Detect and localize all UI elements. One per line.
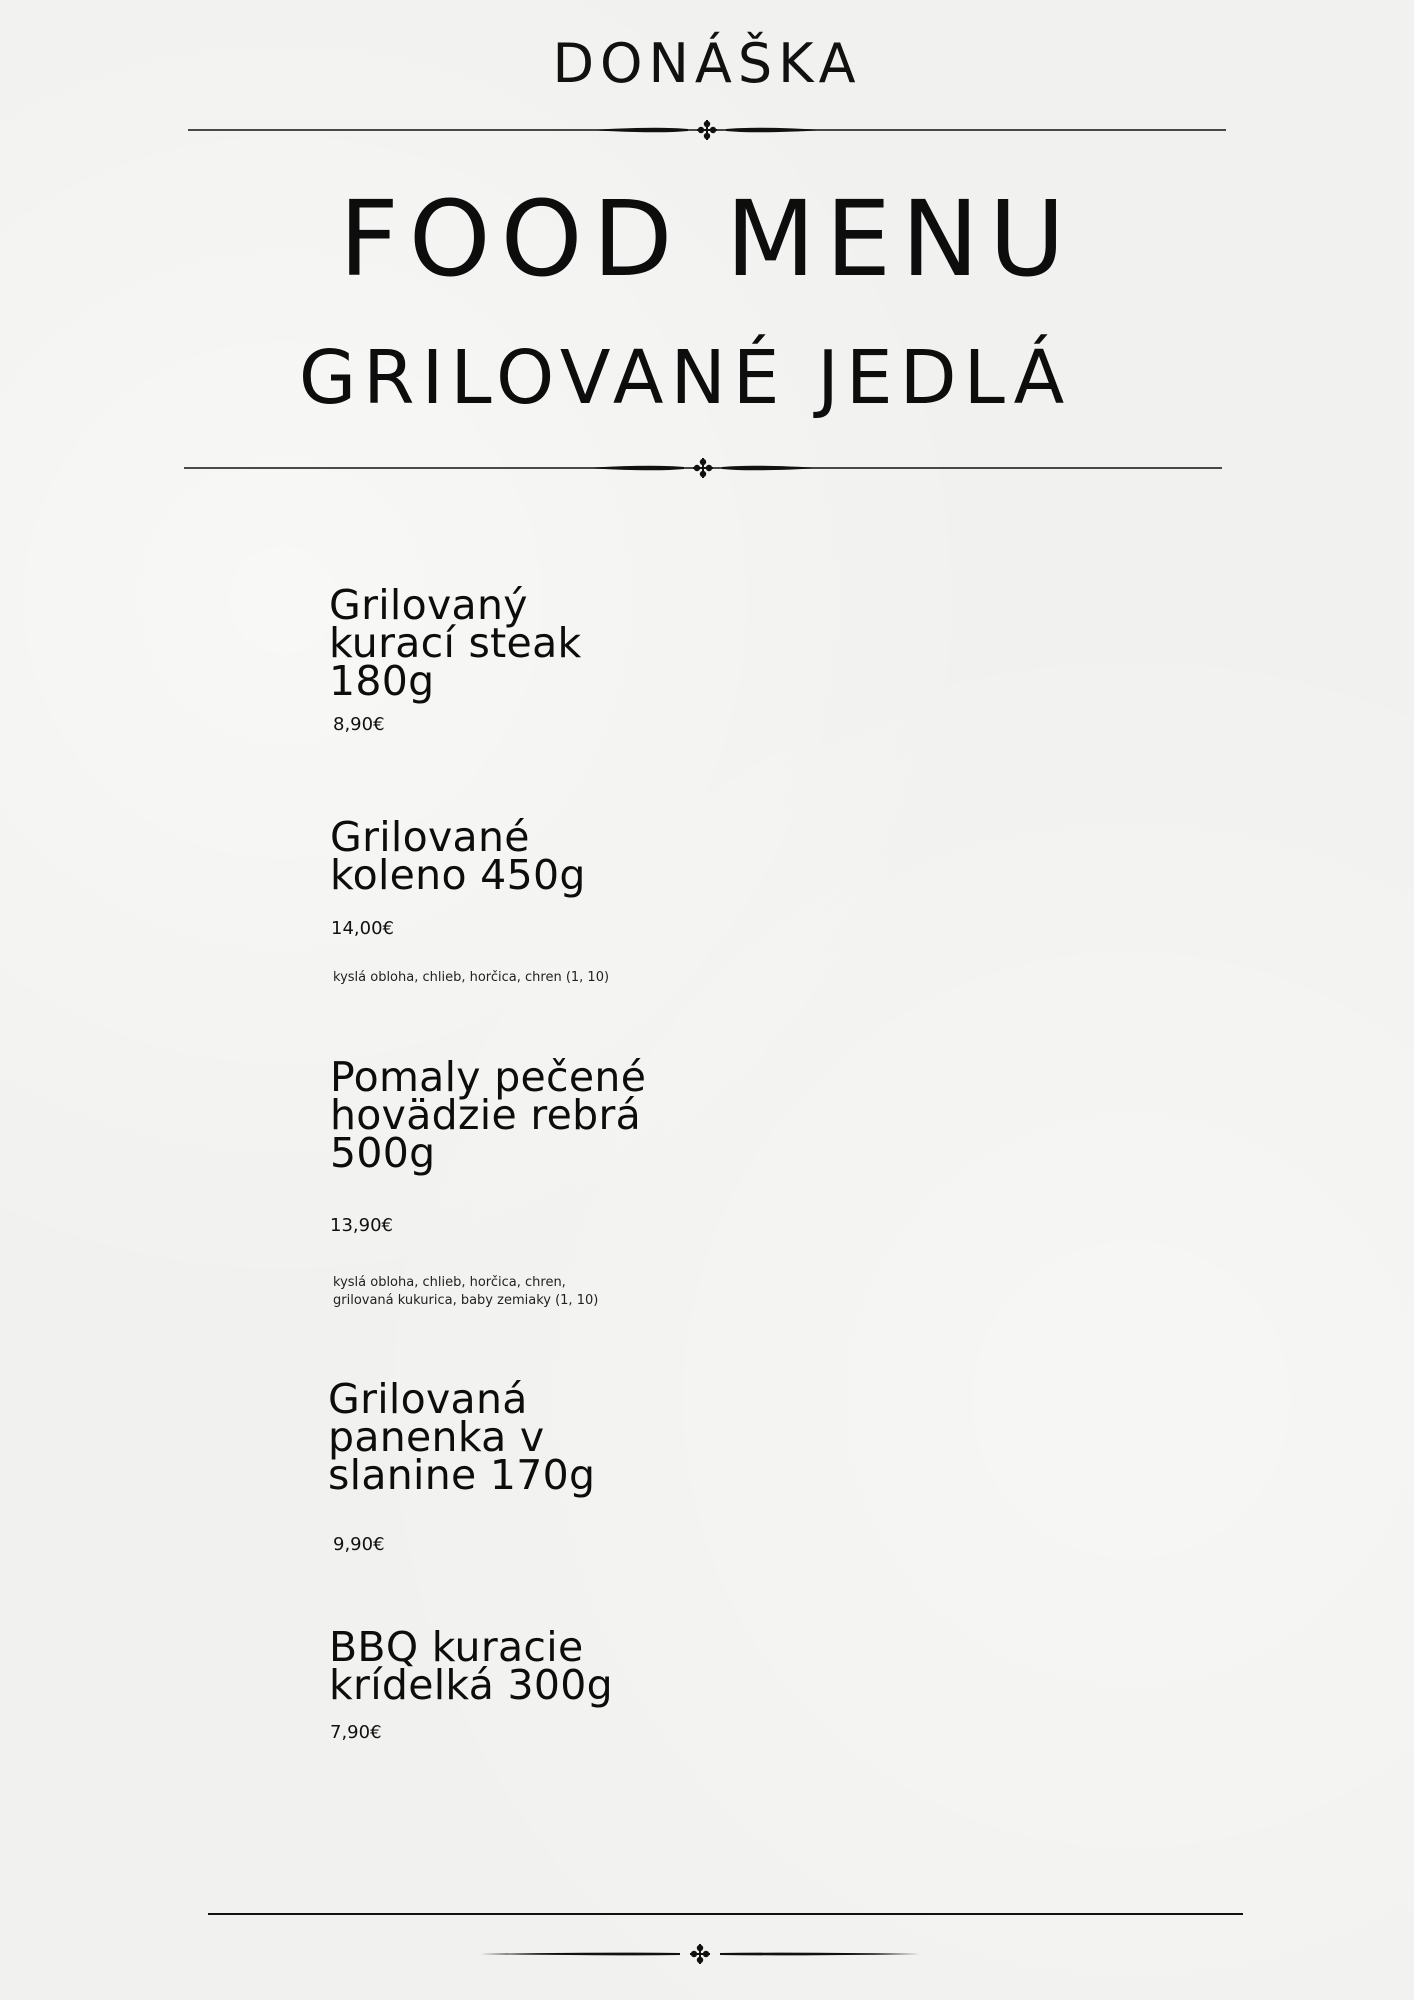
- menu-item-price: 7,90€: [330, 1722, 382, 1743]
- menu-title: FOOD MENU: [338, 178, 1076, 300]
- menu-item-name: [330, 1053, 647, 1177]
- item-name-line: koleno 450g: [330, 851, 586, 899]
- item-name-line: slanine 170g: [328, 1451, 596, 1499]
- menu-item-price: 8,90€: [333, 714, 385, 735]
- menu-subtitle: GRILOVANÉ JEDLÁ: [298, 335, 1072, 421]
- menu-item-description: [333, 969, 609, 987]
- item-name-line: Pomaly pečené: [330, 1053, 647, 1101]
- item-name-line: 500g: [330, 1129, 436, 1177]
- footer-rule: [208, 1913, 1243, 1915]
- item-name-line: Grilovaný: [329, 581, 528, 629]
- menu-item-name: [330, 813, 586, 899]
- top-ornament-divider: [188, 115, 1226, 145]
- item-name-line: BBQ kuracie: [329, 1623, 584, 1671]
- item-name-line: Grilovaná: [328, 1375, 528, 1423]
- menu-item-description: [333, 1274, 598, 1310]
- item-name-line: Grilované: [330, 813, 530, 861]
- menu-item-name: [329, 1623, 613, 1709]
- menu-item-price: 14,00€: [331, 918, 394, 939]
- brand-name: DONÁŠKA: [552, 32, 862, 95]
- item-name-line: panenka v: [328, 1413, 545, 1461]
- header-ornament-divider: [184, 453, 1222, 483]
- footer-ornament-divider: [480, 1939, 920, 1969]
- item-name-line: kurací steak: [329, 619, 582, 667]
- menu-item-name: [328, 1375, 596, 1499]
- menu-item-price: 13,90€: [330, 1215, 393, 1236]
- item-desc-line: kyslá obloha, chlieb, horčica, chren,: [333, 1275, 566, 1290]
- item-name-line: krídelká 300g: [329, 1661, 613, 1709]
- item-desc-line: grilovaná kukurica, baby zemiaky (1, 10): [333, 1293, 599, 1308]
- item-desc-line: kyslá obloha, chlieb, horčica, chren (1, 10): [333, 970, 610, 985]
- menu-item-name: [329, 581, 582, 705]
- item-name-line: hovädzie rebrá: [330, 1091, 642, 1139]
- menu-item-price: 9,90€: [333, 1534, 385, 1555]
- item-name-line: 180g: [329, 657, 435, 705]
